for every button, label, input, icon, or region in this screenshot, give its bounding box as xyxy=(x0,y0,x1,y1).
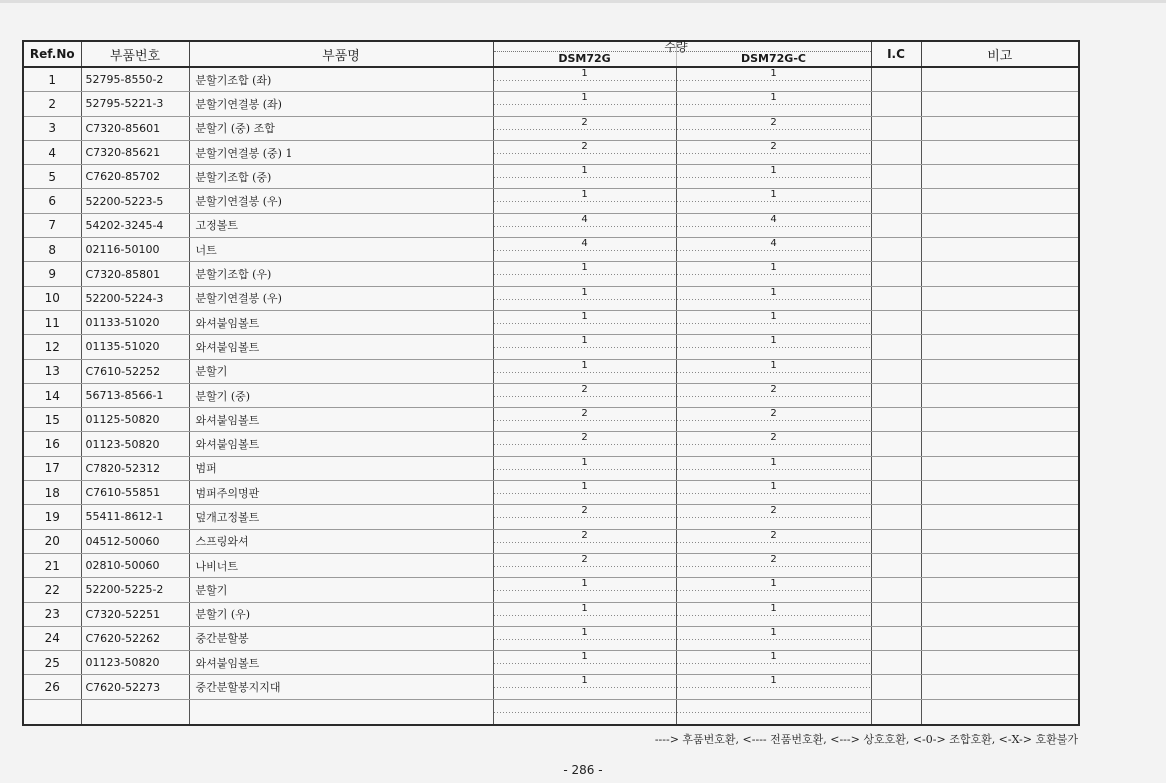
qty-value: 1 xyxy=(581,335,588,347)
qty-dsm72g-cell xyxy=(493,456,676,480)
qty-dsm72g-c-cell xyxy=(676,335,871,359)
empty-row xyxy=(23,699,1079,725)
table-row xyxy=(23,675,1079,699)
part-no-cell: 01125-50820 xyxy=(81,408,189,432)
ic-cell xyxy=(871,165,921,189)
ic-cell xyxy=(871,505,921,529)
qty-value: 1 xyxy=(770,165,777,177)
header-model-dsm72g: DSM72G xyxy=(558,52,611,65)
qty-dsm72g-cell xyxy=(493,553,676,577)
page-top-edge xyxy=(0,0,1166,3)
part-no-cell: C7620-52273 xyxy=(81,675,189,699)
ref-no-cell: 11 xyxy=(23,310,81,334)
qty-value: 1 xyxy=(581,359,588,371)
part-no-cell: 55411-8612-1 xyxy=(81,505,189,529)
ref-no-cell: 5 xyxy=(23,165,81,189)
ic-cell xyxy=(871,651,921,675)
qty-dsm72g-cell xyxy=(493,651,676,675)
ic-cell xyxy=(871,310,921,334)
empty-cell xyxy=(189,699,493,725)
ic-cell xyxy=(871,553,921,577)
qty-dsm72g-c-cell xyxy=(676,602,871,626)
qty-dsm72g-c-cell xyxy=(676,213,871,237)
header-part-name: 부품명 xyxy=(189,41,493,67)
remarks-cell xyxy=(921,335,1079,359)
table-row xyxy=(23,505,1079,529)
qty-dsm72g-c-cell xyxy=(676,359,871,383)
part-no-cell: C7620-52262 xyxy=(81,626,189,650)
part-name-cell: 분할기연결봉 (중) 1 xyxy=(189,140,493,164)
part-no-cell: C7320-85601 xyxy=(81,116,189,140)
qty-value: 1 xyxy=(770,92,777,104)
part-name-cell: 중간분할봉지지대 xyxy=(189,675,493,699)
qty-dsm72g-cell xyxy=(493,359,676,383)
qty-value: 1 xyxy=(581,651,588,663)
qty-value: 1 xyxy=(770,481,777,493)
ic-cell xyxy=(871,262,921,286)
remarks-cell xyxy=(921,359,1079,383)
part-no-cell: 52200-5223-5 xyxy=(81,189,189,213)
part-name-cell: 나비너트 xyxy=(189,553,493,577)
part-no-cell: 01123-50820 xyxy=(81,432,189,456)
header-quantity: 수량 xyxy=(664,40,688,54)
part-no-cell: 52200-5225-2 xyxy=(81,578,189,602)
qty-dsm72g-c-cell xyxy=(676,92,871,116)
remarks-cell xyxy=(921,529,1079,553)
remarks-cell xyxy=(921,651,1079,675)
qty-dsm72g-c-cell xyxy=(676,578,871,602)
table-row xyxy=(23,578,1079,602)
part-name-cell: 와셔붙임볼트 xyxy=(189,432,493,456)
ic-cell xyxy=(871,626,921,650)
empty-cell xyxy=(493,699,676,725)
part-name-cell: 범퍼주의명판 xyxy=(189,481,493,505)
qty-dsm72g-cell xyxy=(493,92,676,116)
qty-dsm72g-cell xyxy=(493,310,676,334)
qty-value: 2 xyxy=(770,505,777,517)
ref-no-cell: 12 xyxy=(23,335,81,359)
ic-cell xyxy=(871,335,921,359)
ref-no-cell: 6 xyxy=(23,189,81,213)
part-name-cell: 분할기 (중) xyxy=(189,383,493,407)
part-name-cell: 분할기연결봉 (우) xyxy=(189,286,493,310)
empty-cell xyxy=(921,699,1079,725)
qty-value: 2 xyxy=(770,529,777,541)
header-ic: I.C xyxy=(871,41,921,67)
qty-value: 1 xyxy=(770,262,777,274)
qty-value: 4 xyxy=(770,213,777,225)
part-no-cell: C7610-52252 xyxy=(81,359,189,383)
qty-value: 1 xyxy=(770,456,777,468)
table-row xyxy=(23,408,1079,432)
part-no-cell: 52795-8550-2 xyxy=(81,67,189,92)
qty-value: 2 xyxy=(581,116,588,128)
qty-dsm72g-cell xyxy=(493,505,676,529)
qty-dsm72g-cell xyxy=(493,432,676,456)
qty-dsm72g-c-cell xyxy=(676,165,871,189)
table-row xyxy=(23,310,1079,334)
ic-cell xyxy=(871,432,921,456)
qty-dsm72g-cell xyxy=(493,165,676,189)
part-no-cell: C7320-85621 xyxy=(81,140,189,164)
qty-value: 1 xyxy=(581,602,588,614)
ref-no-cell: 18 xyxy=(23,481,81,505)
qty-value: 2 xyxy=(581,432,588,444)
ic-cell xyxy=(871,116,921,140)
table-row xyxy=(23,262,1079,286)
qty-value: 2 xyxy=(770,383,777,395)
ic-cell xyxy=(871,602,921,626)
part-name-cell: 분할기연결봉 (우) xyxy=(189,189,493,213)
part-name-cell: 분할기조합 (우) xyxy=(189,262,493,286)
remarks-cell xyxy=(921,238,1079,262)
qty-dsm72g-c-cell xyxy=(676,67,871,92)
ref-no-cell: 26 xyxy=(23,675,81,699)
remarks-cell xyxy=(921,286,1079,310)
part-no-cell: 02116-50100 xyxy=(81,238,189,262)
qty-dsm72g-cell xyxy=(493,481,676,505)
qty-value: 1 xyxy=(770,189,777,201)
qty-value: 2 xyxy=(581,553,588,565)
part-name-cell: 분할기 (우) xyxy=(189,602,493,626)
qty-value: 2 xyxy=(581,505,588,517)
ic-cell xyxy=(871,140,921,164)
header-remarks: 비고 xyxy=(921,41,1079,67)
qty-dsm72g-cell xyxy=(493,262,676,286)
part-no-cell: 01135-51020 xyxy=(81,335,189,359)
ic-cell xyxy=(871,529,921,553)
ref-no-cell: 4 xyxy=(23,140,81,164)
part-name-cell: 덮개고정볼트 xyxy=(189,505,493,529)
table-row xyxy=(23,456,1079,480)
table-row xyxy=(23,116,1079,140)
ref-no-cell: 13 xyxy=(23,359,81,383)
qty-dsm72g-c-cell xyxy=(676,140,871,164)
qty-dsm72g-c-cell xyxy=(676,408,871,432)
remarks-cell xyxy=(921,432,1079,456)
ic-cell xyxy=(871,92,921,116)
part-name-cell: 범퍼 xyxy=(189,456,493,480)
remarks-cell xyxy=(921,189,1079,213)
ref-no-cell: 9 xyxy=(23,262,81,286)
parts-list-table xyxy=(22,40,1080,726)
ref-no-cell: 1 xyxy=(23,67,81,92)
ic-cell xyxy=(871,213,921,237)
qty-value: 1 xyxy=(581,165,588,177)
part-name-cell: 고정볼트 xyxy=(189,213,493,237)
table-row xyxy=(23,189,1079,213)
part-no-cell: 52795-5221-3 xyxy=(81,92,189,116)
part-name-cell: 분할기 (중) 조합 xyxy=(189,116,493,140)
ic-cell xyxy=(871,67,921,92)
part-name-cell: 너트 xyxy=(189,238,493,262)
qty-value: 2 xyxy=(581,408,588,420)
ic-cell xyxy=(871,578,921,602)
ref-no-cell: 19 xyxy=(23,505,81,529)
remarks-cell xyxy=(921,116,1079,140)
qty-dsm72g-c-cell xyxy=(676,310,871,334)
qty-value: 2 xyxy=(581,529,588,541)
ic-cell xyxy=(871,481,921,505)
qty-dsm72g-cell xyxy=(493,383,676,407)
qty-value: 1 xyxy=(581,92,588,104)
qty-value: 1 xyxy=(581,310,588,322)
part-no-cell: 56713-8566-1 xyxy=(81,383,189,407)
header-ref-no: Ref.No xyxy=(23,41,81,67)
qty-dsm72g-c-cell xyxy=(676,505,871,529)
qty-value: 1 xyxy=(770,286,777,298)
qty-value: 1 xyxy=(581,481,588,493)
table-row xyxy=(23,602,1079,626)
qty-value: 1 xyxy=(770,675,777,687)
part-name-cell: 분할기조합 (중) xyxy=(189,165,493,189)
ic-cell xyxy=(871,286,921,310)
qty-dsm72g-c-cell xyxy=(676,116,871,140)
ref-no-cell: 22 xyxy=(23,578,81,602)
qty-dsm72g-c-cell xyxy=(676,481,871,505)
table-row xyxy=(23,529,1079,553)
remarks-cell xyxy=(921,553,1079,577)
table-row xyxy=(23,213,1079,237)
remarks-cell xyxy=(921,675,1079,699)
qty-value: 1 xyxy=(581,286,588,298)
qty-value: 1 xyxy=(581,189,588,201)
ref-no-cell: 16 xyxy=(23,432,81,456)
interchangeability-legend: ----> 후품번호환, <---- 전품번호환, <---> 상호호환, <-0-> 조합호환, <-X-> 호환불가 xyxy=(654,733,1078,746)
qty-value: 4 xyxy=(581,238,588,250)
part-name-cell: 와셔붙임볼트 xyxy=(189,335,493,359)
qty-dsm72g-c-cell xyxy=(676,383,871,407)
table-row xyxy=(23,432,1079,456)
qty-dsm72g-c-cell xyxy=(676,189,871,213)
ref-no-cell: 24 xyxy=(23,626,81,650)
part-name-cell: 와셔붙임볼트 xyxy=(189,651,493,675)
qty-dsm72g-cell xyxy=(493,602,676,626)
qty-value: 2 xyxy=(770,116,777,128)
ic-cell xyxy=(871,189,921,213)
table-row xyxy=(23,165,1079,189)
ref-no-cell: 10 xyxy=(23,286,81,310)
table-row xyxy=(23,286,1079,310)
remarks-cell xyxy=(921,626,1079,650)
ref-no-cell: 14 xyxy=(23,383,81,407)
remarks-cell xyxy=(921,578,1079,602)
qty-dsm72g-cell xyxy=(493,408,676,432)
table-row xyxy=(23,335,1079,359)
qty-value: 2 xyxy=(770,140,777,152)
remarks-cell xyxy=(921,408,1079,432)
qty-dsm72g-c-cell xyxy=(676,553,871,577)
part-name-cell: 와셔붙임볼트 xyxy=(189,408,493,432)
empty-cell xyxy=(81,699,189,725)
empty-cell xyxy=(676,699,871,725)
ref-no-cell: 2 xyxy=(23,92,81,116)
part-no-cell: C7610-55851 xyxy=(81,481,189,505)
remarks-cell xyxy=(921,165,1079,189)
qty-value: 1 xyxy=(770,602,777,614)
ref-no-cell: 7 xyxy=(23,213,81,237)
qty-dsm72g-cell xyxy=(493,238,676,262)
remarks-cell xyxy=(921,481,1079,505)
qty-value: 1 xyxy=(581,578,588,590)
table-row xyxy=(23,553,1079,577)
qty-dsm72g-c-cell xyxy=(676,651,871,675)
table-row xyxy=(23,92,1079,116)
remarks-cell xyxy=(921,310,1079,334)
remarks-cell xyxy=(921,67,1079,92)
qty-dsm72g-cell xyxy=(493,626,676,650)
ic-cell xyxy=(871,359,921,383)
qty-value: 2 xyxy=(770,408,777,420)
ref-no-cell: 20 xyxy=(23,529,81,553)
ref-no-cell: 17 xyxy=(23,456,81,480)
table-row xyxy=(23,626,1079,650)
ic-cell xyxy=(871,675,921,699)
qty-value: 1 xyxy=(770,335,777,347)
qty-value: 1 xyxy=(770,651,777,663)
ref-no-cell: 21 xyxy=(23,553,81,577)
remarks-cell xyxy=(921,92,1079,116)
remarks-cell xyxy=(921,262,1079,286)
qty-dsm72g-cell xyxy=(493,67,676,92)
ic-cell xyxy=(871,238,921,262)
qty-dsm72g-cell xyxy=(493,140,676,164)
ref-no-cell: 25 xyxy=(23,651,81,675)
table-body xyxy=(23,67,1079,725)
qty-value: 1 xyxy=(581,626,588,638)
part-no-cell: C7820-52312 xyxy=(81,456,189,480)
part-no-cell: C7320-85801 xyxy=(81,262,189,286)
table-row xyxy=(23,238,1079,262)
part-no-cell: C7320-52251 xyxy=(81,602,189,626)
remarks-cell xyxy=(921,383,1079,407)
qty-value: 2 xyxy=(581,140,588,152)
part-no-cell: 01123-50820 xyxy=(81,651,189,675)
qty-value: 1 xyxy=(770,68,777,79)
qty-dsm72g-c-cell xyxy=(676,456,871,480)
part-name-cell: 스프링와셔 xyxy=(189,529,493,553)
qty-value: 1 xyxy=(770,578,777,590)
qty-dsm72g-cell xyxy=(493,286,676,310)
page-number: - 286 - xyxy=(563,763,603,777)
part-name-cell: 와셔붙임볼트 xyxy=(189,310,493,334)
qty-value: 1 xyxy=(770,359,777,371)
qty-dsm72g-cell xyxy=(493,578,676,602)
qty-dsm72g-cell xyxy=(493,189,676,213)
qty-value: 2 xyxy=(770,553,777,565)
remarks-cell xyxy=(921,456,1079,480)
qty-dsm72g-c-cell xyxy=(676,286,871,310)
header-part-no: 부품번호 xyxy=(81,41,189,67)
ic-cell xyxy=(871,408,921,432)
qty-value: 1 xyxy=(581,456,588,468)
remarks-cell xyxy=(921,602,1079,626)
qty-dsm72g-cell xyxy=(493,213,676,237)
ref-no-cell: 15 xyxy=(23,408,81,432)
part-no-cell: C7620-85702 xyxy=(81,165,189,189)
qty-value: 4 xyxy=(770,238,777,250)
part-name-cell: 분할기조합 (좌) xyxy=(189,67,493,92)
qty-dsm72g-cell xyxy=(493,675,676,699)
remarks-cell xyxy=(921,213,1079,237)
qty-value: 1 xyxy=(581,68,588,79)
qty-dsm72g-cell xyxy=(493,335,676,359)
empty-cell xyxy=(871,699,921,725)
ic-cell xyxy=(871,456,921,480)
table-row xyxy=(23,651,1079,675)
table-row xyxy=(23,67,1079,92)
qty-value: 1 xyxy=(770,310,777,322)
part-no-cell: 54202-3245-4 xyxy=(81,213,189,237)
header-model-dsm72g-c: DSM72G-C xyxy=(741,52,806,65)
remarks-cell xyxy=(921,505,1079,529)
qty-value: 2 xyxy=(581,383,588,395)
remarks-cell xyxy=(921,140,1079,164)
qty-value: 1 xyxy=(581,675,588,687)
table-header-row xyxy=(23,41,1079,67)
qty-dsm72g-c-cell xyxy=(676,626,871,650)
qty-dsm72g-c-cell xyxy=(676,432,871,456)
part-name-cell: 중간분할봉 xyxy=(189,626,493,650)
qty-dsm72g-c-cell xyxy=(676,529,871,553)
part-name-cell: 분할기 xyxy=(189,359,493,383)
ref-no-cell: 23 xyxy=(23,602,81,626)
qty-value: 2 xyxy=(770,432,777,444)
qty-dsm72g-c-cell xyxy=(676,262,871,286)
qty-value: 1 xyxy=(770,626,777,638)
ref-no-cell: 8 xyxy=(23,238,81,262)
qty-dsm72g-cell xyxy=(493,116,676,140)
header-quantity-model2 xyxy=(664,40,871,67)
part-no-cell: 01133-51020 xyxy=(81,310,189,334)
ic-cell xyxy=(871,383,921,407)
table-row xyxy=(23,359,1079,383)
empty-cell xyxy=(23,699,81,725)
table-row xyxy=(23,140,1079,164)
part-no-cell: 02810-50060 xyxy=(81,553,189,577)
ref-no-cell: 3 xyxy=(23,116,81,140)
qty-value: 4 xyxy=(581,213,588,225)
part-name-cell: 분할기 xyxy=(189,578,493,602)
table-row xyxy=(23,383,1079,407)
part-no-cell: 04512-50060 xyxy=(81,529,189,553)
qty-dsm72g-c-cell xyxy=(676,238,871,262)
table-row xyxy=(23,481,1079,505)
part-no-cell: 52200-5224-3 xyxy=(81,286,189,310)
qty-dsm72g-cell xyxy=(493,529,676,553)
qty-value: 1 xyxy=(581,262,588,274)
part-name-cell: 분할기연결봉 (좌) xyxy=(189,92,493,116)
qty-dsm72g-c-cell xyxy=(676,675,871,699)
